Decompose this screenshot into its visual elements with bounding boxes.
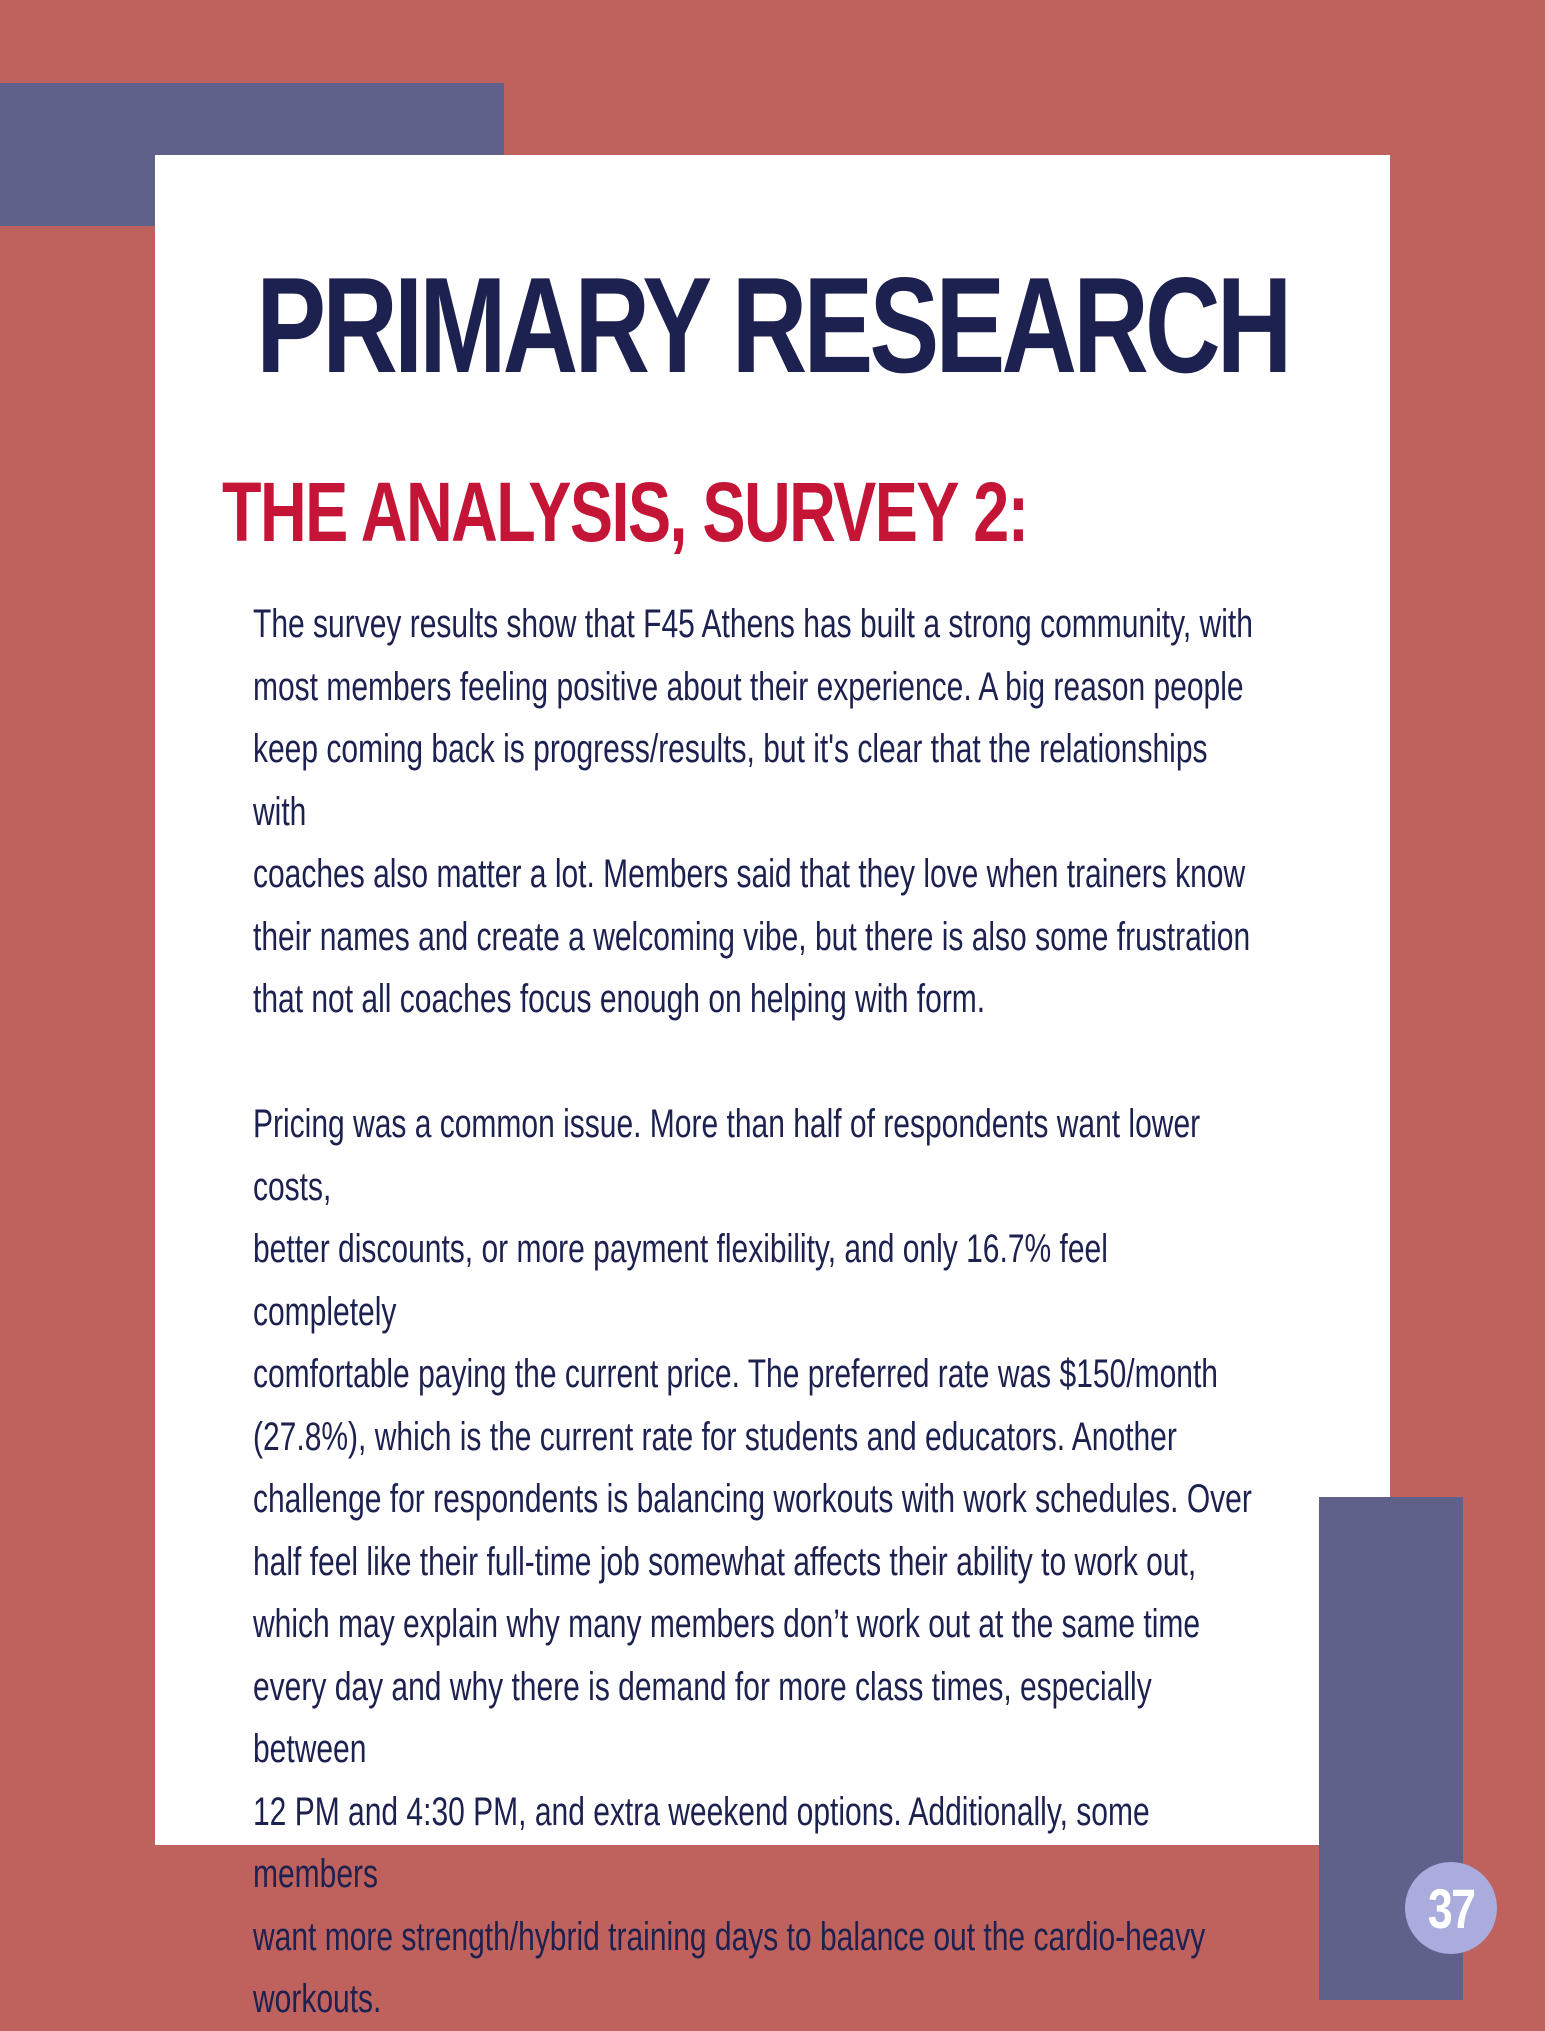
section-heading: THE ANALYSIS, SURVEY 2: xyxy=(222,465,1028,559)
page-title: PRIMARY RESEARCH xyxy=(256,249,1289,401)
body-text xyxy=(253,593,1254,2031)
page-number-badge xyxy=(1405,1862,1497,1954)
page-number: 37 xyxy=(1427,1876,1475,1940)
paragraph-survey-community: The survey results show that F45 Athens has built a strong community, with most members feeling positive about their experience. A big reason people keep coming back is progress/results, but it's clear that the relationships with coaches also matter a lot. Members said that they love when trainers know their names and create a welcoming vibe, but there is also some frustration that not all coaches focus enough on helping with form. xyxy=(253,602,1253,1021)
paragraph-survey-pricing: Pricing was a common issue. More than half of respondents want lower costs, better discounts, or more payment flexibility, and only 16.7% feel completely comfortable paying the current price. The preferred rate was $150/month (27.8%), which is the current rate for students and educators. Another challenge for respondents is balancing workouts with work schedules. Over half feel like their full-time job somewhat affects their ability to work out, which may explain why many members don’t work out at the same time every day and why there is demand for more class times, especially between 12 PM and 4:30 PM, and extra weekend options. Additionally, some members want more strength/hybrid training days to balance out the cardio-heavy workouts. xyxy=(253,1102,1252,2021)
